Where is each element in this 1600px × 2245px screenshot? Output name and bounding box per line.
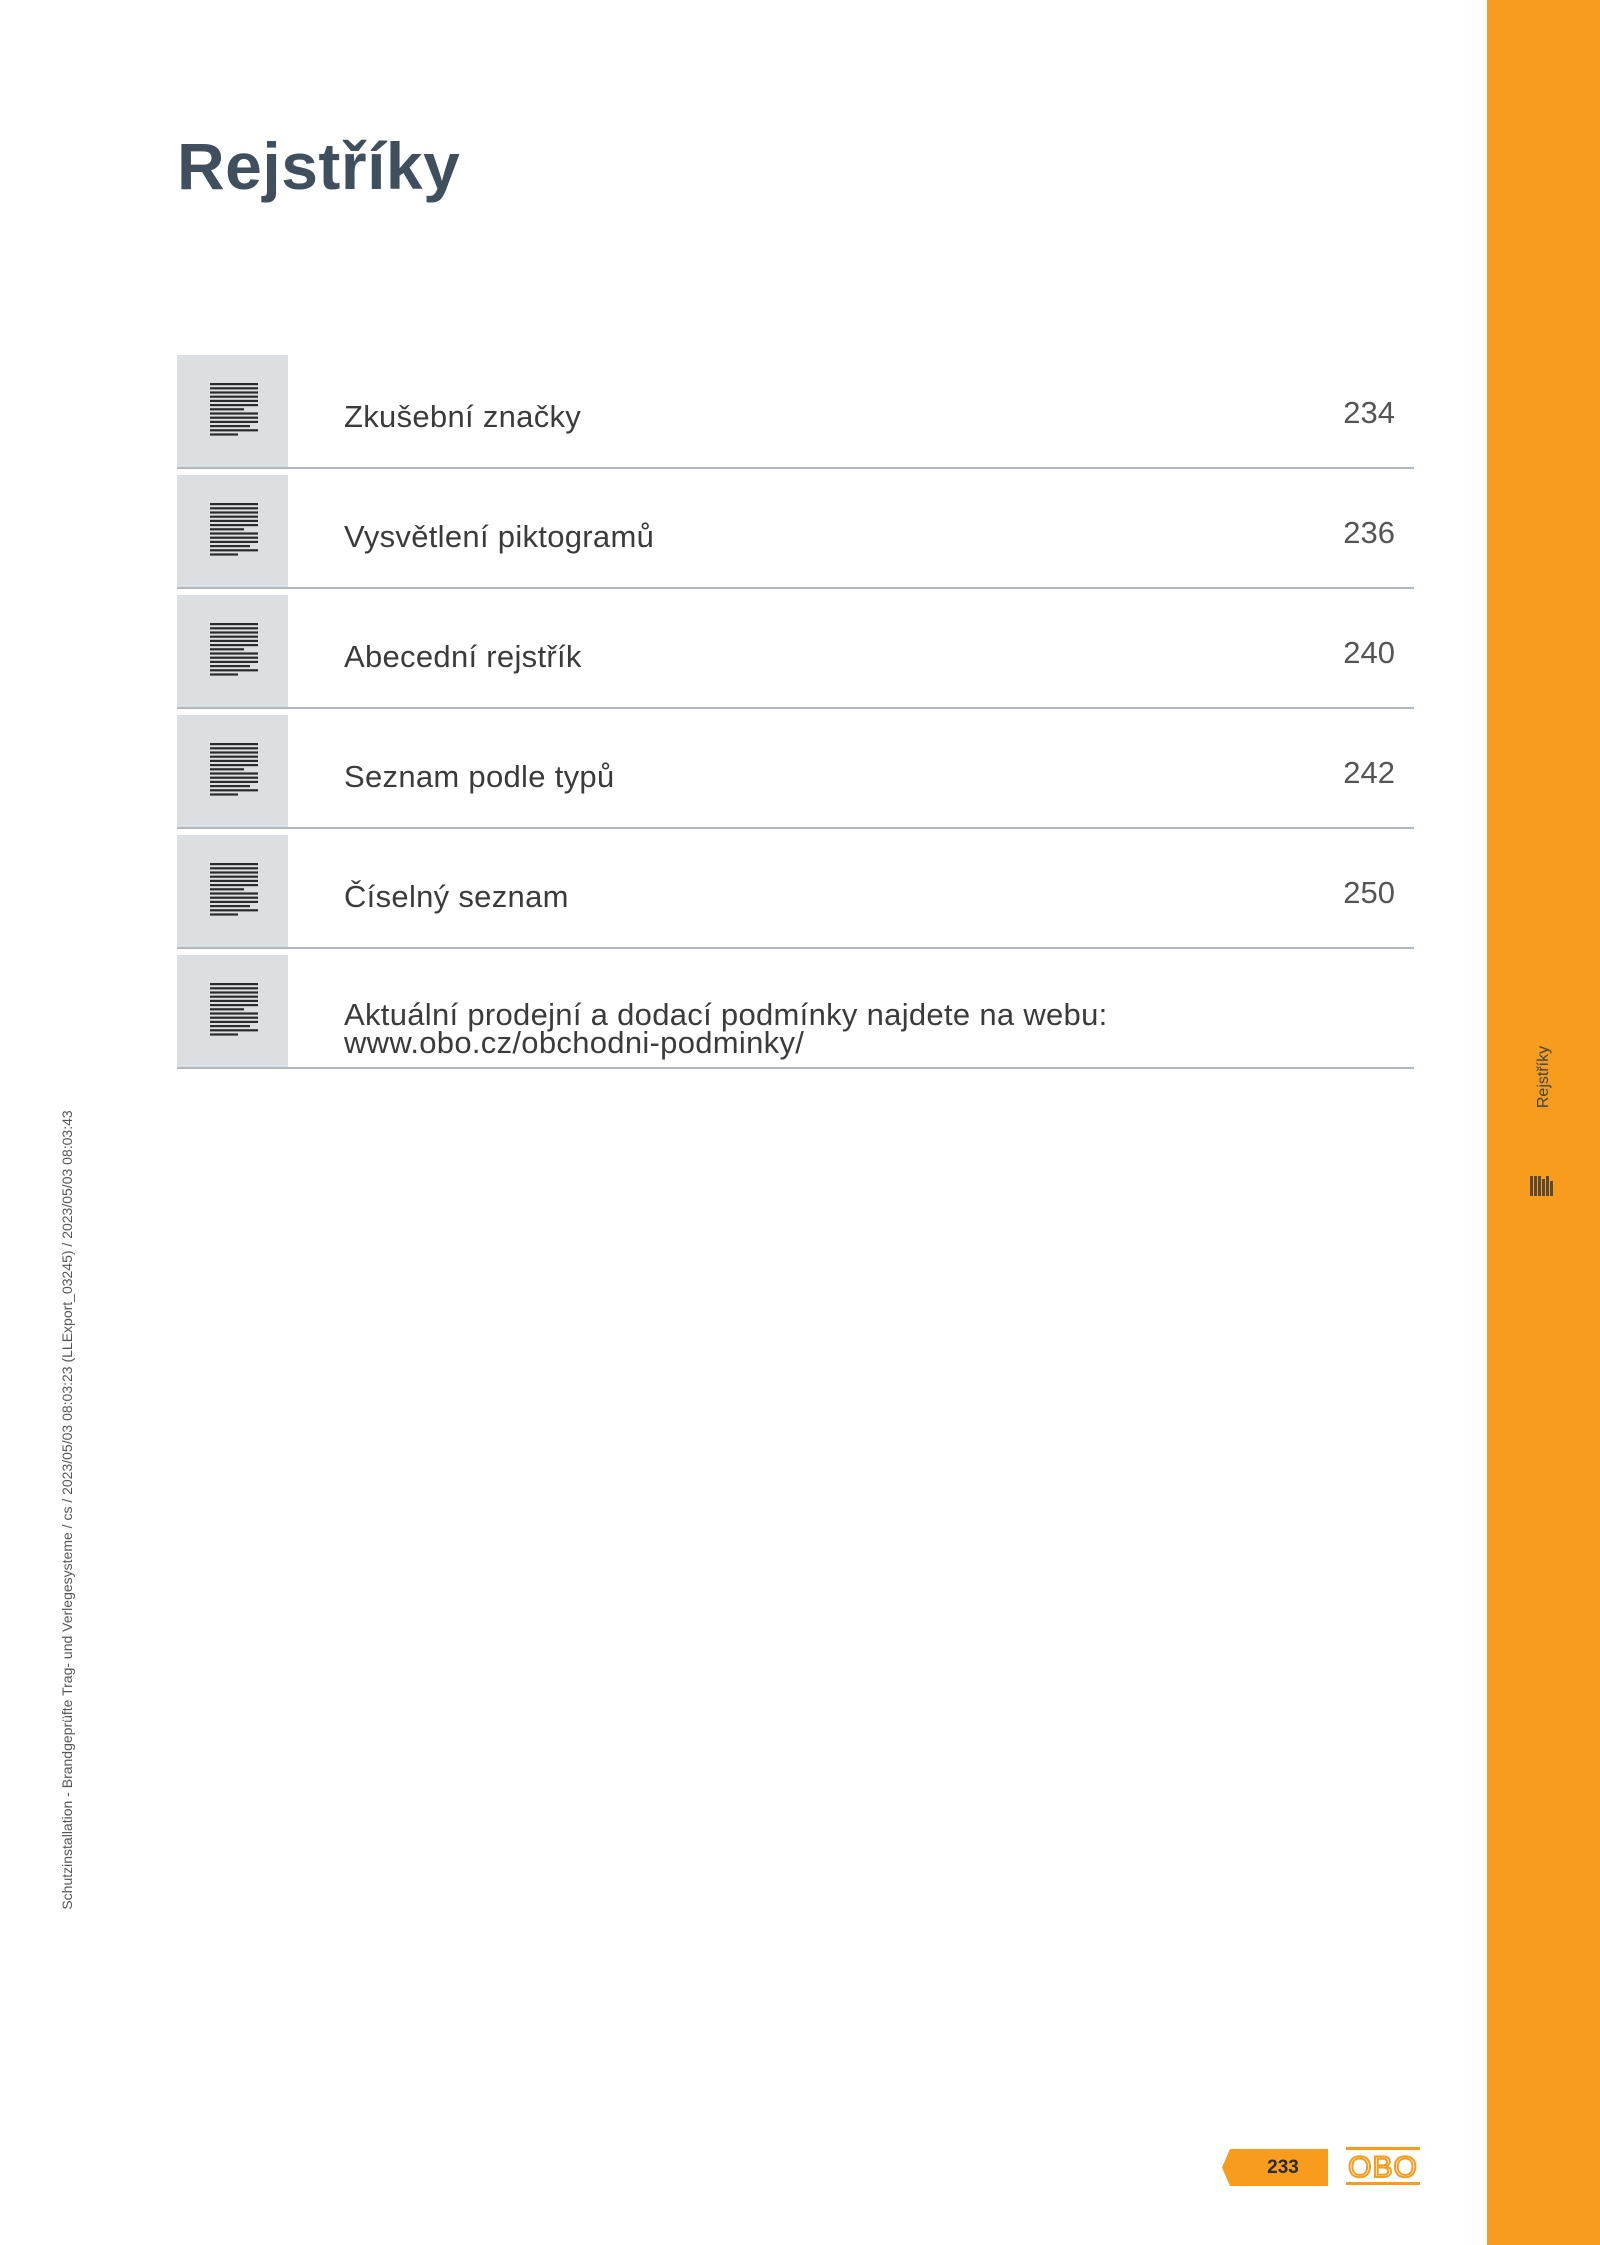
index-item-label: Číselný seznam [344, 879, 569, 914]
document-lines-icon [177, 835, 288, 947]
index-item-ciselny-seznam[interactable] [177, 835, 1414, 949]
svg-text:OBO: OBO [1348, 2151, 1418, 2184]
page-title: Rejstříky [177, 129, 461, 203]
document-lines-icon [177, 595, 288, 707]
index-item-page: 236 [1343, 515, 1395, 550]
index-list [177, 355, 1414, 1069]
document-lines-icon [177, 355, 288, 467]
index-books-icon [1530, 1176, 1556, 1196]
index-item-vysvetleni-piktogramu[interactable] [177, 475, 1414, 589]
index-item-label: Abecední rejstřík [344, 639, 582, 674]
terms-note [344, 997, 1108, 1060]
index-item-zkusebni-znacky[interactable] [177, 355, 1414, 469]
obo-logo [1345, 2146, 1421, 2186]
side-tab-label: Rejstříky [1535, 1045, 1552, 1109]
index-item-page: 240 [1343, 635, 1395, 670]
terms-link-row[interactable] [177, 955, 1414, 1069]
index-item-page: 242 [1343, 755, 1395, 790]
terms-note-text: Aktuální prodejní a dodací podmínky najdete na webu: [344, 997, 1108, 1032]
index-item-seznam-podle-typu[interactable] [177, 715, 1414, 829]
index-item-label: Zkušební značky [344, 399, 582, 434]
document-lines-icon [177, 475, 288, 587]
page-number: 233 [1267, 2157, 1299, 2178]
index-item-label: Seznam podle typů [344, 759, 615, 794]
print-metadata: Schutzinstallation - Brandgeprüfte Trag- und Verlegesysteme / cs / 2023/05/03 08:03:23 (LLExport_03245) / 2023/05/03 08:03:43 [59, 1110, 75, 1910]
side-band [1487, 0, 1600, 2245]
index-item-page: 250 [1343, 875, 1395, 910]
document-lines-icon [177, 715, 288, 827]
index-item-abecedni-rejstrik[interactable] [177, 595, 1414, 709]
terms-link[interactable]: www.obo.cz/obchodni-podminky/ [344, 1025, 805, 1060]
index-item-page: 234 [1343, 395, 1395, 430]
document-lines-icon [177, 955, 288, 1067]
index-item-label: Vysvětlení piktogramů [344, 519, 655, 554]
